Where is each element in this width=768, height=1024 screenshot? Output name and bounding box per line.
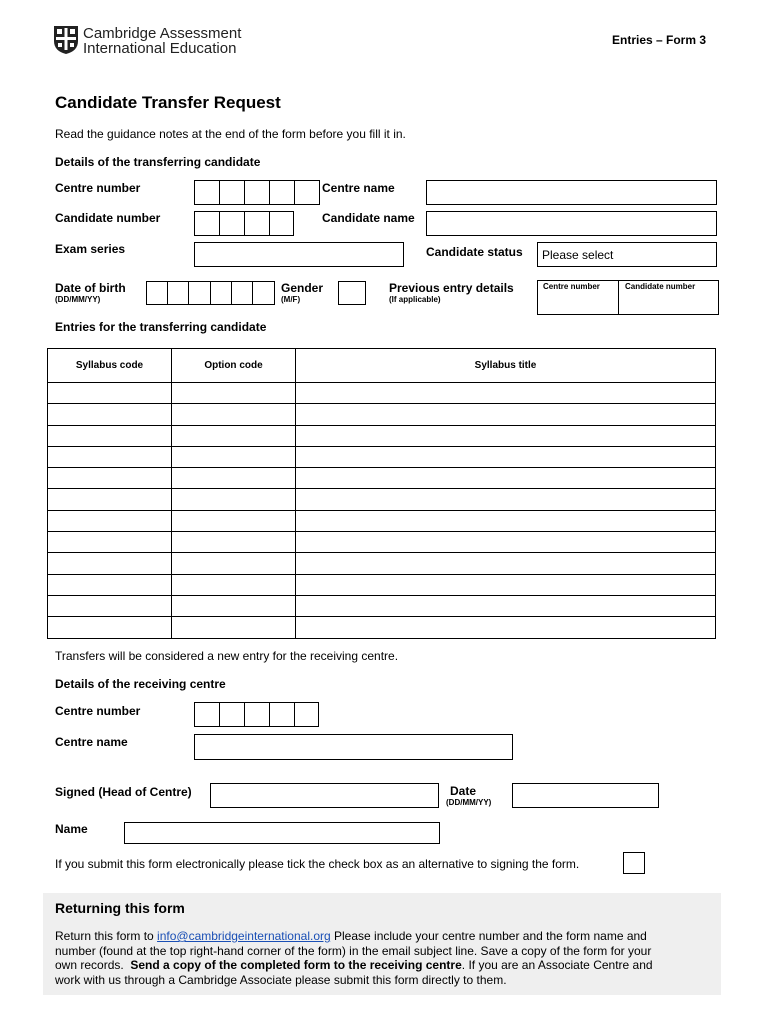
crest-icon bbox=[53, 25, 79, 55]
logo-line1: Cambridge Assessment bbox=[83, 25, 242, 42]
signed-label: Signed (Head of Centre) bbox=[55, 785, 192, 799]
prev-candidate-number-label: Candidate number bbox=[625, 282, 696, 291]
option-code-cell[interactable] bbox=[172, 574, 296, 595]
returning-panel bbox=[43, 893, 721, 995]
option-code-cell[interactable] bbox=[172, 510, 296, 531]
table-row bbox=[48, 383, 716, 404]
syllabus-code-cell[interactable] bbox=[48, 553, 172, 574]
syllabus-title-cell[interactable] bbox=[296, 595, 716, 616]
option-code-cell[interactable] bbox=[172, 383, 296, 404]
table-row bbox=[48, 595, 716, 616]
returning-heading: Returning this form bbox=[55, 900, 185, 916]
transfer-note: Transfers will be considered a new entry for the receiving centre. bbox=[55, 649, 399, 663]
syllabus-code-cell[interactable] bbox=[48, 383, 172, 404]
table-row bbox=[48, 446, 716, 467]
syllabus-title-cell[interactable] bbox=[296, 404, 716, 425]
name-input[interactable] bbox=[124, 822, 440, 844]
centre-number-input[interactable] bbox=[194, 180, 320, 205]
option-code-cell[interactable] bbox=[172, 468, 296, 489]
centre-name-label: Centre name bbox=[322, 181, 395, 195]
returning-text-1: Return this form to bbox=[55, 929, 158, 943]
syllabus-code-cell[interactable] bbox=[48, 489, 172, 510]
entries-table bbox=[47, 348, 716, 639]
returning-line-3a: own records. bbox=[55, 958, 131, 972]
syllabus-code-cell[interactable] bbox=[48, 510, 172, 531]
table-row bbox=[48, 553, 716, 574]
syllabus-code-cell[interactable] bbox=[48, 532, 172, 553]
gender-label: Gender bbox=[281, 281, 324, 295]
candidate-number-input[interactable] bbox=[194, 211, 294, 236]
returning-text bbox=[55, 929, 719, 987]
syllabus-title-cell[interactable] bbox=[296, 510, 716, 531]
syllabus-code-cell[interactable] bbox=[48, 574, 172, 595]
prev-centre-number-label: Centre number bbox=[543, 282, 600, 291]
previous-entry-label: Previous entry details bbox=[389, 281, 514, 295]
table-row bbox=[48, 617, 716, 638]
receiving-centre-number-label: Centre number bbox=[55, 704, 141, 718]
option-code-cell[interactable] bbox=[172, 617, 296, 638]
dob-label: Date of birth bbox=[55, 281, 126, 295]
option-code-cell[interactable] bbox=[172, 404, 296, 425]
logo-line2: International Education bbox=[83, 40, 237, 57]
candidate-name-input[interactable] bbox=[426, 211, 717, 236]
dob-input[interactable] bbox=[146, 281, 275, 305]
syllabus-title-cell[interactable] bbox=[296, 489, 716, 510]
returning-text-2: Please include your centre number and the form name and bbox=[330, 929, 647, 943]
col-syllabus-title: Syllabus title bbox=[296, 349, 716, 383]
table-row bbox=[48, 532, 716, 553]
electronic-checkbox[interactable] bbox=[623, 852, 645, 874]
syllabus-code-cell[interactable] bbox=[48, 425, 172, 446]
table-row bbox=[48, 510, 716, 531]
exam-series-label: Exam series bbox=[55, 242, 126, 256]
date-label: Date bbox=[450, 784, 477, 798]
syllabus-code-cell[interactable] bbox=[48, 404, 172, 425]
transferring-heading: Details of the transferring candidate bbox=[55, 155, 261, 169]
candidate-number-label: Candidate number bbox=[55, 211, 161, 225]
receiving-centre-name-label: Centre name bbox=[55, 735, 128, 749]
table-row bbox=[48, 468, 716, 489]
page-title: Candidate Transfer Request bbox=[55, 93, 281, 112]
electronic-note: If you submit this form electronically please tick the check box as an alternative to signing the form. bbox=[55, 857, 580, 871]
option-code-cell[interactable] bbox=[172, 446, 296, 467]
logo bbox=[53, 25, 253, 57]
returning-line-2: number (found at the top right-hand corner of the form) in the email subject line. Save a copy of the form for your bbox=[55, 943, 652, 958]
receiving-centre-number-input[interactable] bbox=[194, 702, 319, 727]
syllabus-title-cell[interactable] bbox=[296, 383, 716, 404]
option-code-cell[interactable] bbox=[172, 532, 296, 553]
intro-text: Read the guidance notes at the end of the form before you fill it in. bbox=[55, 127, 406, 141]
date-format: (DD/MM/YY) bbox=[446, 798, 492, 807]
date-input[interactable] bbox=[512, 783, 659, 808]
syllabus-title-cell[interactable] bbox=[296, 617, 716, 638]
signed-input[interactable] bbox=[210, 783, 439, 808]
name-label: Name bbox=[55, 822, 88, 836]
syllabus-code-cell[interactable] bbox=[48, 446, 172, 467]
syllabus-code-cell[interactable] bbox=[48, 468, 172, 489]
entries-heading: Entries for the transferring candidate bbox=[55, 320, 267, 334]
returning-line-4: work with us through a Cambridge Associate please submit this form directly to them. bbox=[55, 972, 507, 987]
syllabus-title-cell[interactable] bbox=[296, 425, 716, 446]
candidate-status-value: Please select bbox=[542, 248, 614, 262]
candidate-status-select[interactable] bbox=[537, 242, 717, 267]
dob-format: (DD/MM/YY) bbox=[55, 295, 101, 304]
syllabus-title-cell[interactable] bbox=[296, 446, 716, 467]
table-row bbox=[48, 404, 716, 425]
previous-entry-note: (If applicable) bbox=[389, 295, 441, 304]
prev-centre-number-input[interactable] bbox=[537, 280, 619, 315]
form-ref: Entries – Form 3 bbox=[612, 33, 707, 47]
option-code-cell[interactable] bbox=[172, 489, 296, 510]
candidate-status-label: Candidate status bbox=[426, 245, 523, 259]
receiving-heading: Details of the receiving centre bbox=[55, 677, 226, 691]
syllabus-title-cell[interactable] bbox=[296, 532, 716, 553]
table-row bbox=[48, 489, 716, 510]
candidate-name-label: Candidate name bbox=[322, 211, 415, 225]
exam-series-input[interactable] bbox=[194, 242, 404, 267]
centre-number-label: Centre number bbox=[55, 181, 141, 195]
option-code-cell[interactable] bbox=[172, 595, 296, 616]
syllabus-title-cell[interactable] bbox=[296, 553, 716, 574]
option-code-cell[interactable] bbox=[172, 425, 296, 446]
col-option-code: Option code bbox=[172, 349, 296, 383]
col-syllabus-code: Syllabus code bbox=[48, 349, 172, 383]
syllabus-title-cell[interactable] bbox=[296, 468, 716, 489]
returning-line-3b: Send a copy of the completed form to the receiving centre bbox=[130, 958, 462, 972]
centre-name-input[interactable] bbox=[426, 180, 717, 205]
prev-candidate-number-input[interactable] bbox=[618, 280, 719, 315]
gender-format: (M/F) bbox=[281, 295, 301, 304]
receiving-centre-name-input[interactable] bbox=[194, 734, 513, 760]
table-row bbox=[48, 574, 716, 595]
syllabus-code-cell[interactable] bbox=[48, 595, 172, 616]
gender-input[interactable] bbox=[338, 281, 366, 305]
syllabus-code-cell[interactable] bbox=[48, 617, 172, 638]
returning-line-3c: . If you are an Associate Centre and bbox=[461, 958, 653, 972]
table-row bbox=[48, 425, 716, 446]
option-code-cell[interactable] bbox=[172, 553, 296, 574]
syllabus-title-cell[interactable] bbox=[296, 574, 716, 595]
table-header-row bbox=[48, 349, 716, 383]
email-link[interactable]: info@cambridgeinternational.org bbox=[157, 929, 331, 943]
